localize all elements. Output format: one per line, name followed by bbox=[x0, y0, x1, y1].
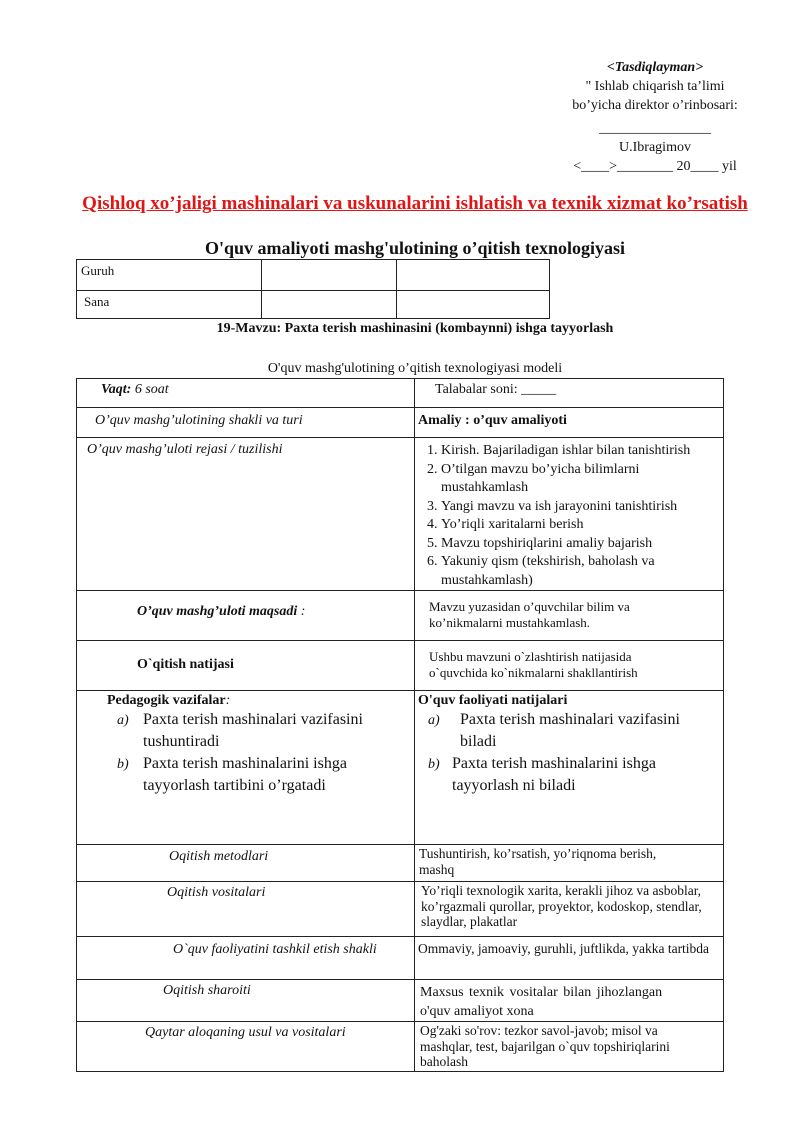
students-count: Talabalar soni: _____ bbox=[415, 379, 724, 408]
item-marker: b) bbox=[117, 757, 129, 772]
model-table bbox=[76, 378, 724, 1072]
group-label: Guruh bbox=[77, 260, 262, 291]
time-value: 6 soat bbox=[131, 382, 169, 397]
conditions-cell bbox=[415, 980, 724, 1022]
conditions-line-1: Maxsus texnik vositalar bilan jihozlangan bbox=[420, 985, 663, 1000]
group-cell-2[interactable] bbox=[397, 260, 550, 291]
feedback-value: Og'zaki so'rov: tezkor savol-javob; misol va mashqlar, test, bajarilgan o`quv topshiriqlarini baholash bbox=[415, 1022, 724, 1072]
pedagogic-cell bbox=[77, 691, 415, 845]
outcome-list bbox=[418, 709, 703, 797]
approval-date-line: <____>________ 20____ yil bbox=[573, 159, 737, 174]
document-title: Qishloq xo’jaligi mashinalari va uskunalarini ishlatish va texnik xizmat ko’rsatish bbox=[82, 193, 748, 214]
approval-heading: <Tasdiqlayman> bbox=[606, 60, 704, 75]
methods-label: Oqitish metodlari bbox=[77, 845, 415, 882]
plan-item: 2. O’tilgan mavzu bo’yicha bilimlarni mustahkamlash bbox=[441, 461, 717, 498]
topic-heading: 19-Mavzu: Paxta terish mashinasini (kombaynni) ishga tayyorlash bbox=[216, 321, 614, 336]
outcome-item bbox=[418, 709, 703, 753]
organization-label: O`quv faoliyatini tashkil etish shakli bbox=[77, 937, 415, 980]
approver-name: U.Ibragimov bbox=[619, 140, 691, 155]
pedagogic-item bbox=[97, 753, 406, 797]
item-marker: a) bbox=[428, 713, 440, 728]
approval-line-2: bo’yicha direktor o’rinbosari: bbox=[572, 98, 738, 113]
item-text: Paxta terish mashinalari vazifasini biladi bbox=[460, 711, 680, 750]
plan-item: 1. Kirish. Bajariladigan ishlar bilan tanishtirish bbox=[441, 442, 717, 461]
form-value: Amaliy : o’quv amaliyoti bbox=[415, 408, 724, 438]
tools-label: Oqitish vositalari bbox=[77, 882, 415, 937]
plan-list bbox=[415, 442, 717, 590]
pedagogic-list bbox=[97, 709, 406, 797]
document-subtitle: O'quv amaliyoti mashg'ulotining o’qitish texnologiyasi bbox=[204, 238, 626, 258]
pedagogic-label: Pedagogik vazifalar bbox=[107, 693, 226, 708]
form-label: O’quv mashg’ulotining shakli va turi bbox=[77, 408, 415, 438]
item-text: Paxta terish mashinalarini ishga tayyorlash ni biladi bbox=[452, 755, 656, 794]
plan-item: 5. Mavzu topshiriqlarini amaliy bajarish bbox=[441, 535, 717, 554]
goal-label-cell bbox=[77, 591, 415, 641]
organization-value: Ommaviy, jamoaviy, guruhli, juftlikda, yakka tartibda bbox=[415, 937, 724, 980]
time-cell bbox=[77, 379, 415, 408]
outcome-item bbox=[418, 753, 703, 797]
plan-cell bbox=[415, 438, 724, 591]
goal-label: O’quv mashg’uloti maqsadi bbox=[137, 604, 298, 619]
conditions-line-2: o'quv amaliyot xona bbox=[420, 1004, 534, 1019]
plan-label: O’quv mashg’uloti rejasi / tuzilishi bbox=[77, 438, 415, 591]
result-value: Ushbu mavzuni o`zlashtirish natijasida o`quvchida ko`nikmalarni shakllantirish bbox=[415, 641, 724, 691]
feedback-label: Qaytar aloqaning usul va vositalari bbox=[77, 1022, 415, 1072]
group-date-table bbox=[76, 259, 550, 319]
conditions-label: Oqitish sharoiti bbox=[77, 980, 415, 1022]
goal-value: Mavzu yuzasidan o’quvchilar bilim va ko’nikmalarni mustahkamlash. bbox=[415, 591, 724, 641]
group-cell-1[interactable] bbox=[262, 260, 397, 291]
date-cell-2[interactable] bbox=[397, 291, 550, 319]
plan-item: 6. Yakuniy qism (tekshirish, baholash va mustahkamlash) bbox=[441, 553, 717, 590]
result-label: O`qitish natijasi bbox=[77, 641, 415, 691]
goal-colon: : bbox=[297, 604, 306, 619]
item-text: Paxta terish mashinalari vazifasini tushuntiradi bbox=[143, 711, 363, 750]
signature-line: ________________ bbox=[599, 121, 711, 136]
item-marker: b) bbox=[428, 757, 440, 772]
pedagogic-colon: : bbox=[225, 693, 231, 708]
outcome-cell bbox=[415, 691, 724, 845]
tools-value: Yo’riqli texnologik xarita, kerakli jihoz va asboblar, ko’rgazmali qurollar, proyektor, kodoskop, stendlar, slaydlar, plakatlar bbox=[415, 882, 724, 937]
time-label: Vaqt: bbox=[101, 382, 132, 397]
approval-block bbox=[540, 58, 770, 176]
item-marker: a) bbox=[117, 713, 129, 728]
date-label: Sana bbox=[77, 291, 262, 319]
plan-item: 3. Yangi mavzu va ish jarayonini tanishtirish bbox=[441, 498, 717, 517]
plan-item: 4. Yo’riqli xaritalarni berish bbox=[441, 516, 717, 535]
approval-line-1: " Ishlab chiqarish ta’limi bbox=[585, 79, 725, 94]
methods-value: Tushuntirish, ko’rsatish, yo’riqnoma berish, mashq bbox=[415, 845, 724, 882]
outcome-label: O'quv faoliyati natijalari bbox=[418, 693, 568, 708]
item-text: Paxta terish mashinalarini ishga tayyorlash tartibini o’rgatadi bbox=[143, 755, 347, 794]
model-title: O'quv mashg'ulotining o’qitish texnologiyasi modeli bbox=[267, 361, 563, 376]
pedagogic-item bbox=[97, 709, 406, 753]
date-cell-1[interactable] bbox=[262, 291, 397, 319]
